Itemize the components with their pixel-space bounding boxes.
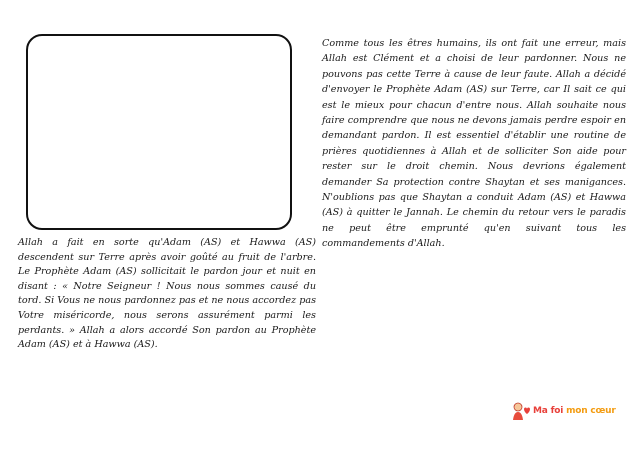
illustration-frame bbox=[26, 34, 292, 230]
child-heart-icon bbox=[510, 401, 530, 421]
story-paragraph-left: Allah a fait en sorte qu'Adam (AS) et Hawwa (AS) descendent sur Terre après avoir goûté au fruit de l'arbre. Le Prophète Adam (AS) sollicitait le pardon jour et nuit en disant : « Notre Seigneur ! Nous nous sommes causé du tord. Si Vous ne nous pardonnez pas et ne nous accordez pas Votre miséricorde, nous serons assurément parmi les perdants. » Allah a alors accordé Son pardon au Prophète Adam (AS) et à Hawwa (AS). bbox=[18, 237, 316, 351]
brand-logo[interactable] bbox=[510, 400, 630, 422]
brand-logo-text-part1: Ma foi bbox=[533, 406, 567, 416]
brand-logo-text bbox=[533, 406, 616, 416]
brand-logo-text-part2: mon cœur bbox=[566, 406, 616, 416]
story-paragraph-right: Comme tous les êtres humains, ils ont fait une erreur, mais Allah est Clément et a choisi de leur pardonner. Nous ne pouvons pas cette Terre à cause de leur faute. Allah a décidé d'envoyer le Prophète Adam (AS) sur Terre, car Il sait ce qui est le mieux pour chacun d'entre nous. Allah souhaite nous faire comprendre que nous ne devons jamais perdre espoir en demandant pardon. Il est essentiel d'établir une routine de prières quotidiennes à Allah et de solliciter Son aide pour rester sur le droit chemin. Nous devrions également demander Sa protection contre Shaytan et ses manigances. N'oublions pas que Shaytan a conduit Adam (AS) et Hawwa (AS) à quitter le Jannah. Le chemin du retour vers le paradis ne peut être emprunté qu'en suivant tous les commandements d'Allah. bbox=[322, 38, 626, 250]
